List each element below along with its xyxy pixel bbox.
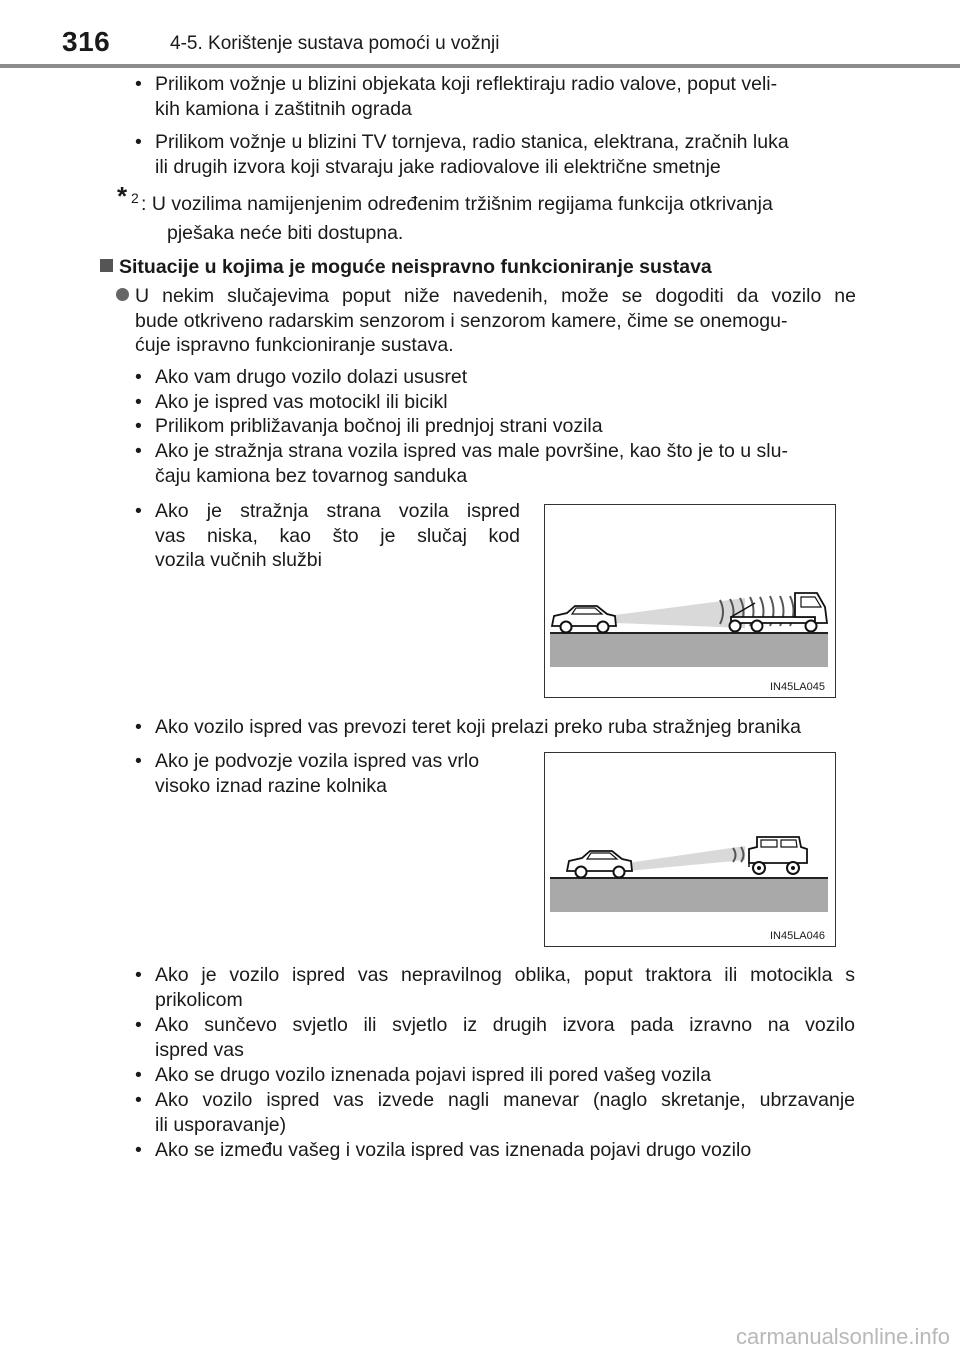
list-item: • Ako je stražnja strana vozila ispred vas niska, kao što je slučaj kod vozila vučnih službi [135, 499, 520, 573]
list-item: • Ako je vozilo ispred vas nepravilnog oblika, poput traktora ili motocikla s prikolicom [135, 963, 855, 1012]
list-item: • Ako vam drugo vozilo dolazi ususret [135, 365, 855, 390]
figure-tow-truck [544, 504, 836, 698]
list-item: • Ako je stražnja strana vozila ispred vas male površine, kao što je to u slu- čaju kamiona bez tovarnog sanduka [135, 439, 855, 488]
section-title: 4-5. Korištenje sustava pomoći u vožnji [170, 33, 500, 54]
page-number: 316 [62, 26, 111, 57]
list-item: • Ako se između vašeg i vozila ispred vas iznenada pojavi drugo vozilo [135, 1138, 855, 1163]
list-item: • Ako vozilo ispred vas prevozi teret koji prelazi preko ruba stražnjeg branika [135, 715, 855, 740]
tow-truck-illustration [545, 505, 835, 697]
square-bullet-icon [100, 259, 113, 272]
car-icon [552, 606, 616, 633]
road-surface [550, 878, 828, 912]
intro-paragraph: U nekim slučajevima poput niže navedenih, može se dogoditi da vozilo ne bude otkriveno radarskim senzorom i senzorom kamere, čime se onemogu- ćuje ispravno funkcioniranje sustava. [116, 284, 856, 358]
list-item: • Ako se drugo vozilo iznenada pojavi ispred ili pored vašeg vozila [135, 1063, 855, 1088]
list-item: • Prilikom približavanja bočnoj ili prednjoj strani vozila [135, 414, 855, 439]
header-rule [0, 64, 960, 68]
radar-beam [627, 846, 745, 871]
section-subheading: Situacije u kojima je moguće neispravno funkcioniranje sustava [100, 256, 712, 279]
page-header [0, 0, 960, 70]
list-item: • Ako vozilo ispred vas izvede nagli manevar (naglo skretanje, ubrzavanje ili usporavanje) [135, 1088, 855, 1137]
high-vehicle-illustration [545, 753, 835, 946]
figure-code: IN45LA046 [769, 930, 825, 942]
figure-high-vehicle [544, 752, 836, 947]
footnote-asterisk: * [117, 181, 128, 211]
list-item: • Prilikom vožnje u blizini TV tornjeva, radio stanica, elektrana, zračnih luka ili drugih izvora koji stvaraju jake radiovalove ili električne smetnje [135, 130, 855, 179]
list-item: • Ako je ispred vas motocikl ili bicikl [135, 390, 855, 415]
figure-code: IN45LA045 [769, 681, 825, 693]
footnote-number: 2 [131, 190, 139, 206]
list-item: • Prilikom vožnje u blizini objekata koji reflektiraju radio valove, poput veli- kih kamiona i zaštitnih ograda [135, 72, 855, 121]
radar-beam [615, 598, 745, 628]
circle-bullet-icon [116, 288, 129, 301]
watermark: carmanualsonline.info [735, 1324, 950, 1349]
footnote-line: pješaka neće biti dostupna. [167, 221, 404, 244]
road-surface [550, 633, 828, 667]
footnote-line: : U vozilima namijenjenim određenim tržišnim regijama funkcija otkrivanja [141, 193, 773, 215]
suv-icon [749, 837, 807, 874]
car-icon [567, 851, 632, 878]
list-item: • Ako je podvozje vozila ispred vas vrlo visoko iznad razine kolnika [135, 749, 520, 798]
list-item: • Ako sunčevo svjetlo ili svjetlo iz drugih izvora pada izravno na vozilo ispred vas [135, 1013, 855, 1062]
